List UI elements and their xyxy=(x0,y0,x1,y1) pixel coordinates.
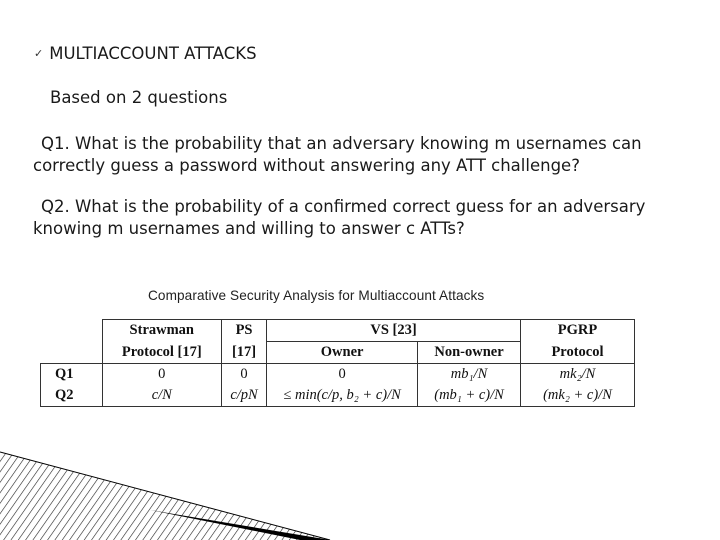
cell-ps: 0 xyxy=(221,364,266,386)
checkmark-icon: ✓ xyxy=(34,47,44,60)
question-1: Q1. What is the probability that an adversary knowing m usernames can correctly guess a password without answering any ATT challenge? xyxy=(33,134,642,175)
table-row xyxy=(41,385,635,407)
header-vs-owner: Owner xyxy=(267,342,418,364)
cell-nonowner: mb₁/N xyxy=(418,364,521,386)
question-2: Q2. What is the probability of a confirmed correct guess for an adversary knowing m usernames and willing to answer c ATTs? xyxy=(33,197,646,238)
decorative-wedge xyxy=(0,440,720,540)
cell-owner: ≤ min(c/p, b₂ + c)/N xyxy=(267,385,418,407)
cell-owner: 0 xyxy=(267,364,418,386)
header-vs-nonowner: Non-owner xyxy=(418,342,521,364)
cell-strawman: 0 xyxy=(102,364,221,386)
corner-cell xyxy=(41,320,103,342)
header-strawman: Strawman xyxy=(102,320,221,342)
cell-ps: c/pN xyxy=(221,385,266,407)
cell-pgrp: mk₂/N xyxy=(520,364,634,386)
header-vs: VS [23] xyxy=(267,320,521,342)
header-ps: PS xyxy=(221,320,266,342)
comparison-table-wrapper xyxy=(40,319,635,411)
table-row xyxy=(41,364,635,386)
table-title: Comparative Security Analysis for Multiaccount Attacks xyxy=(148,288,485,303)
header-strawman-sub: Protocol [17] xyxy=(102,342,221,364)
header-ps-sub: [17] xyxy=(221,342,266,364)
cell-pgrp: (mk₂ + c)/N xyxy=(520,385,634,407)
bullet-heading xyxy=(34,44,257,63)
intro-text: Based on 2 questions xyxy=(50,88,228,107)
row-label: Q2 xyxy=(41,385,103,407)
cell-strawman: c/N xyxy=(102,385,221,407)
header-pgrp-sub: Protocol xyxy=(520,342,634,364)
corner-cell-bottom xyxy=(41,342,103,364)
cell-nonowner: (mb₁ + c)/N xyxy=(418,385,521,407)
header-pgrp: PGRP xyxy=(520,320,634,342)
row-label: Q1 xyxy=(41,364,103,386)
comparison-table xyxy=(40,319,635,407)
bullet-title: MULTIACCOUNT ATTACKS xyxy=(49,44,257,63)
